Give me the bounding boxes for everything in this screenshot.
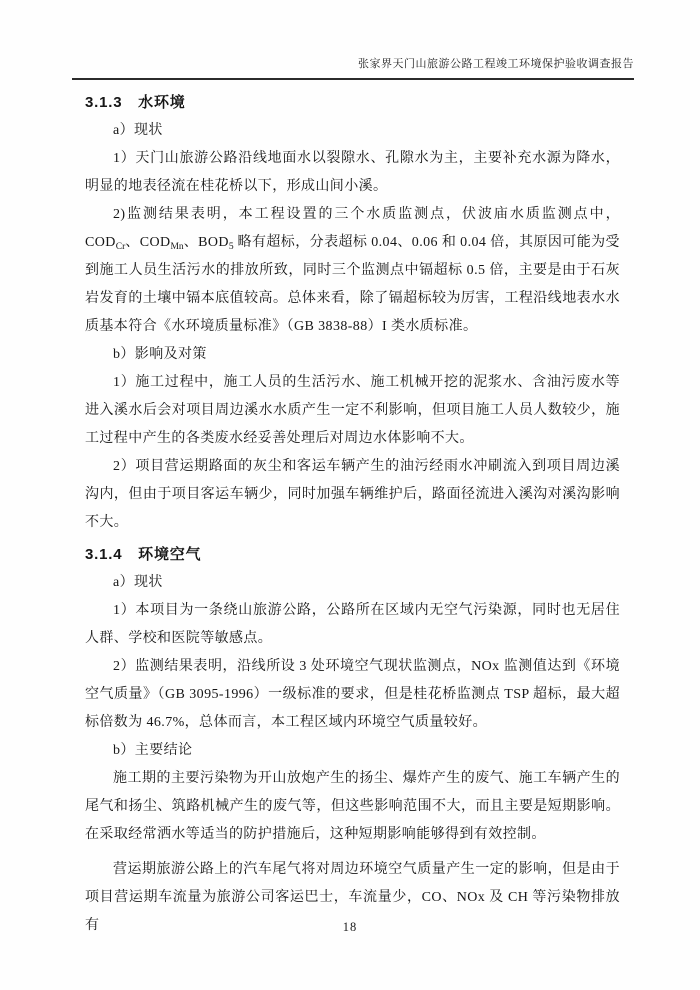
section-heading-air: 3.1.4 环境空气: [85, 546, 202, 563]
paragraph-water-status-1: 1）天门山旅游公路沿线地面水以裂隙水、孔隙水为主，主要补充水源为降水，明显的地表径流在桂花桥以下，形成山间小溪。: [85, 151, 620, 194]
paragraph-water-impact-2: 2）项目营运期路面的灰尘和客运车辆产生的油污经雨水冲刷流入到项目周边溪沟内，但由于项目客运车辆少，同时加强车辆维护后，路面径流进入溪沟对溪沟影响不大。: [85, 459, 620, 530]
page-footer: [0, 918, 700, 936]
text-run: 、COD: [125, 235, 171, 250]
text-run: 、BOD: [183, 235, 229, 250]
paragraph-water-status-2: [85, 201, 620, 341]
subheading-water-impact: b）影响及对策: [113, 347, 207, 362]
subscript-mn: Mn: [170, 242, 184, 252]
page-header: [72, 0, 634, 80]
subheading-air-conclusion: b）主要结论: [113, 743, 193, 758]
subheading-water-status: a）现状: [113, 123, 163, 138]
subscript-5: 5: [228, 242, 234, 252]
document-body: [85, 89, 620, 940]
paragraph-air-status-1: 1）本项目为一条绕山旅游公路，公路所在区域内无空气污染源，同时也无居住人群、学校和医院等敏感点。: [85, 603, 620, 646]
page-number: 18: [342, 920, 358, 934]
text-run: 略有超标，分表超标 0.04、0.06 和 0.04 倍，其原因可能为受到施工人员生活污水的排放所致，同时三个监测点中镉超标 0.5 倍，主要是由于石灰岩发育的土壤中镉本底值较高。总体来看，除了镉超标较为厉害，工程沿线地表水水质基本符合《水环境质量标准》（GB 3838-88）I 类水质标准。: [85, 235, 620, 334]
paragraph-air-conclusion-2: 营运期旅游公路上的汽车尾气将对周边环境空气质量产生一定的影响，但是由于项目营运期车流量为旅游公司客运巴士，车流量少，CO、NOx 及 CH 等污染物排放有: [85, 862, 620, 933]
subscript-cr: Cr: [115, 242, 126, 252]
subheading-air-status: a）现状: [113, 575, 163, 590]
paragraph-water-impact-1: 1）施工过程中，施工人员的生活污水、施工机械开挖的泥浆水、含油污废水等进入溪水后会对项目周边溪水水质产生一定不利影响，但项目施工人员人数较少，施工过程中产生的各类废水经妥善处理后对周边水体影响不大。: [85, 375, 620, 446]
running-title: 张家界天门山旅游公路工程竣工环境保护验收调查报告: [358, 58, 634, 70]
section-heading-water: 3.1.3 水环境: [85, 94, 186, 111]
text-run: 2)监测结果表明，本工程设置的三个水质监测点，伏波庙水质监测点中，COD: [85, 207, 620, 250]
paragraph-air-status-2: 2）监测结果表明，沿线所设 3 处环境空气现状监测点，NOx 监测值达到《环境空气质量》（GB 3095-1996）一级标准的要求，但是桂花桥监测点 TSP 超标，最大超标倍数为 46.7%，总体而言，本工程区域内环境空气质量较好。: [85, 659, 620, 730]
paragraph-air-conclusion-1: 施工期的主要污染物为开山放炮产生的扬尘、爆炸产生的废气、施工车辆产生的尾气和扬尘、筑路机械产生的废气等，但这些影响范围不大，而且主要是短期影响。在采取经常洒水等适当的防护措施后，这种短期影响能够得到有效控制。: [85, 771, 620, 842]
